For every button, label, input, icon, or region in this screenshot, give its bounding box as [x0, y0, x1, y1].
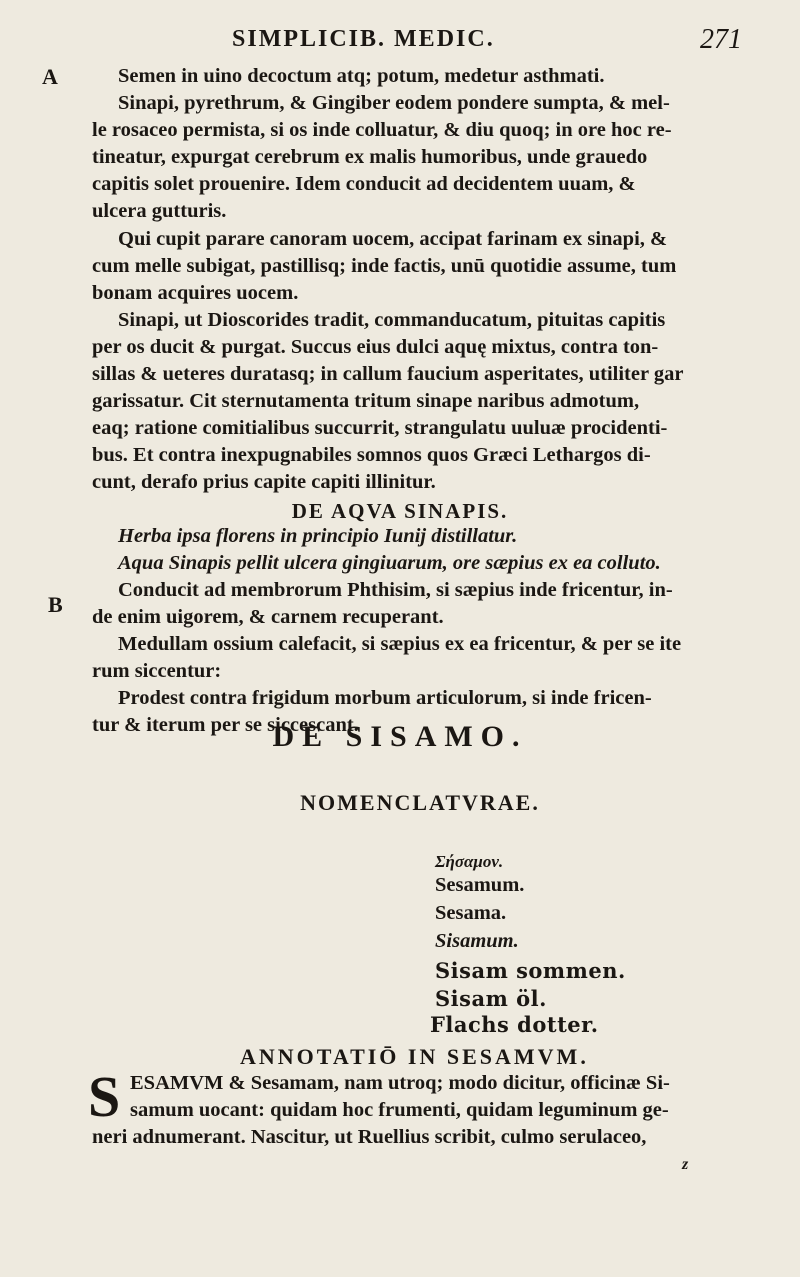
text-line: le rosaceo permista, si os inde colluatur, & diu quoq; in ore hoc re-: [92, 119, 672, 141]
text-line: cunt, derafo prius capite capiti illinitur.: [92, 471, 436, 493]
margin-marker-b: B: [48, 592, 63, 617]
latin-synonym: Sisamum.: [435, 930, 519, 952]
text-line: Sinapi, ut Dioscorides tradit, commanducatum, pituitas capitis: [118, 309, 666, 331]
text-line: Aqua Sinapis pellit ulcera gingiuarum, ore sæpius ex ea colluto.: [118, 552, 661, 574]
text-line: Sinapi, pyrethrum, & Gingiber eodem pondere sumpta, & mel-: [118, 92, 670, 114]
german-synonym: Sisam sommen.: [435, 958, 626, 983]
text-line: cum melle subigat, pastillisq; inde factis, unū quotidie assume, tum: [92, 255, 677, 277]
text-line: eaq; ratione comitialibus succurrit, strangulatu uuluæ procidenti-: [92, 417, 668, 439]
text-line: de enim uigorem, & carnem recuperant.: [92, 606, 444, 628]
section-title: DE SISAMO.: [272, 720, 528, 753]
drop-cap: S: [88, 1064, 121, 1129]
text-line: Qui cupit parare canoram uocem, accipat farinam ex sinapi, &: [118, 228, 668, 250]
margin-marker-a: A: [42, 64, 58, 89]
text-line: Semen in uino decoctum atq; potum, medetur asthmati.: [118, 65, 605, 87]
text-line: ESAMVM & Sesamam, nam utroq; modo dicitur, officinæ Si-: [130, 1072, 670, 1094]
text-line: garissatur. Cit sternutamenta tritum sinape naribus admotum,: [92, 390, 640, 412]
nomenclature-heading: NOMENCLATVRAE.: [300, 790, 540, 815]
text-line: ulcera gutturis.: [92, 200, 227, 222]
text-line: bonam acquires uocem.: [92, 282, 299, 304]
running-title: SIMPLICIB. MEDIC.: [232, 26, 495, 52]
text-line: Herba ipsa florens in principio Iunij distillatur.: [118, 525, 518, 547]
text-line: tur & iterum per se siccescant.: [92, 714, 359, 736]
page-header: [0, 26, 800, 60]
latin-synonym: Sesamum.: [435, 874, 525, 896]
text-line: samum uocant: quidam hoc frumenti, quidam leguminum ge-: [130, 1099, 669, 1121]
page-number: 271: [700, 24, 742, 55]
greek-synonym: Σήσαμον.: [435, 852, 504, 871]
german-synonym: Flachs dotter.: [430, 1012, 599, 1037]
text-line: tineatur, expurgat cerebrum ex malis humoribus, unde grauedo: [92, 146, 648, 168]
latin-synonym: Sesama.: [435, 902, 507, 924]
text-line: per os ducit & purgat. Succus eius dulci aquę mixtus, contra ton-: [92, 336, 659, 358]
text-line: capitis solet prouenire. Idem conducit ad decidentem uuam, &: [92, 173, 636, 195]
text-line: Prodest contra frigidum morbum articulorum, si inde fricen-: [118, 687, 652, 709]
text-line: rum siccentur:: [92, 660, 222, 682]
catchword: z: [682, 1156, 689, 1173]
text-line: Medullam ossium calefacit, si sæpius ex ea fricentur, & per se ite: [118, 633, 682, 655]
text-line: Conducit ad membrorum Phthisim, si sæpius inde fricentur, in-: [118, 579, 673, 601]
annotation-heading: ANNOTATIŌ IN SESAMVM.: [240, 1044, 589, 1069]
german-synonym: Sisam öl.: [435, 986, 547, 1011]
text-line: sillas & ueteres duratasq; in callum faucium asperitates, utiliter gar: [92, 363, 684, 385]
text-line: neri adnumerant. Nascitur, ut Ruellius scribit, culmo serulaceo,: [92, 1126, 647, 1148]
text-line: bus. Et contra inexpugnabiles somnos quos Græci Lethargos di-: [92, 444, 651, 466]
aqua-heading: DE AQVA SINAPIS.: [291, 499, 509, 523]
